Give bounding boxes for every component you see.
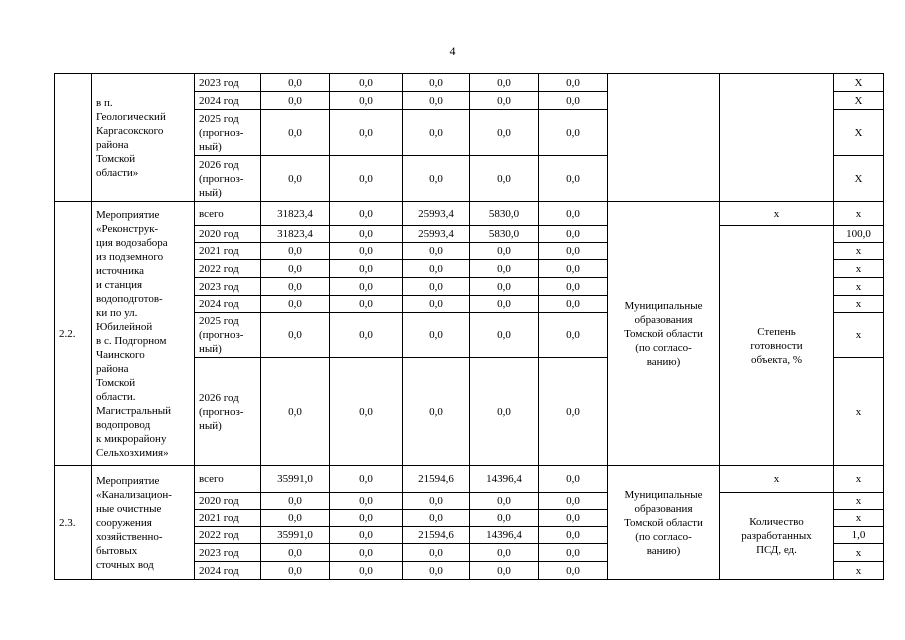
year-cell: 2020 год xyxy=(195,493,261,510)
federal-cell: 0,0 xyxy=(330,278,403,296)
regional-cell: 0,0 xyxy=(403,278,470,296)
indicator-value-cell: х xyxy=(834,296,884,313)
other-cell: 0,0 xyxy=(539,313,608,358)
local-cell: 0,0 xyxy=(470,243,539,260)
local-cell: 0,0 xyxy=(470,92,539,110)
federal-cell: 0,0 xyxy=(330,156,403,202)
year-cell: 2025 год (прогноз- ный) xyxy=(195,110,261,156)
indicator-name-cell: Количество разработанных ПСД, ед. xyxy=(720,493,834,580)
total-cell: 0,0 xyxy=(261,92,330,110)
indicator-value-cell: х xyxy=(834,466,884,493)
regional-cell: 0,0 xyxy=(403,358,470,466)
year-cell: 2023 год xyxy=(195,74,261,92)
federal-cell: 0,0 xyxy=(330,527,403,544)
federal-cell: 0,0 xyxy=(330,202,403,226)
table-row xyxy=(55,202,884,226)
item-name-cell: в п. Геологический Каргасокского района Томской области» xyxy=(92,74,195,202)
regional-cell: 21594,6 xyxy=(403,527,470,544)
other-cell: 0,0 xyxy=(539,110,608,156)
local-cell: 0,0 xyxy=(470,74,539,92)
local-cell: 0,0 xyxy=(470,278,539,296)
other-cell: 0,0 xyxy=(539,74,608,92)
year-cell: 2021 год xyxy=(195,510,261,527)
indicator-name-cell xyxy=(720,74,834,202)
local-cell: 5830,0 xyxy=(470,226,539,243)
federal-cell: 0,0 xyxy=(330,243,403,260)
regional-cell: 0,0 xyxy=(403,510,470,527)
other-cell: 0,0 xyxy=(539,493,608,510)
local-cell: 0,0 xyxy=(470,260,539,278)
local-cell: 14396,4 xyxy=(470,466,539,493)
indicator-value-cell: Х xyxy=(834,92,884,110)
total-cell: 35991,0 xyxy=(261,527,330,544)
local-cell: 0,0 xyxy=(470,296,539,313)
other-cell: 0,0 xyxy=(539,92,608,110)
regional-cell: 25993,4 xyxy=(403,202,470,226)
indicator-value-cell: Х xyxy=(834,74,884,92)
regional-cell: 0,0 xyxy=(403,110,470,156)
page-number: 4 xyxy=(449,44,456,58)
regional-cell: 0,0 xyxy=(403,260,470,278)
other-cell: 0,0 xyxy=(539,510,608,527)
federal-cell: 0,0 xyxy=(330,74,403,92)
table-row xyxy=(55,74,884,92)
indicator-value-cell: х xyxy=(834,358,884,466)
executor-cell: Муниципальные образования Томской области (по согласо- ванию) xyxy=(608,202,720,466)
local-cell: 0,0 xyxy=(470,358,539,466)
year-cell: 2025 год (прогноз- ный) xyxy=(195,313,261,358)
indicator-value-cell: Х xyxy=(834,110,884,156)
local-cell: 0,0 xyxy=(470,156,539,202)
other-cell: 0,0 xyxy=(539,156,608,202)
regional-cell: 0,0 xyxy=(403,156,470,202)
federal-cell: 0,0 xyxy=(330,466,403,493)
total-cell: 0,0 xyxy=(261,313,330,358)
regional-cell: 0,0 xyxy=(403,313,470,358)
indicator-value-cell: х xyxy=(834,493,884,510)
other-cell: 0,0 xyxy=(539,562,608,580)
indicator-value-cell: х xyxy=(834,278,884,296)
indicator-value-cell: х xyxy=(834,562,884,580)
indicator-value-cell: х xyxy=(834,260,884,278)
other-cell: 0,0 xyxy=(539,544,608,562)
year-cell: 2021 год xyxy=(195,243,261,260)
indicator-name-cell: Степень готовности объекта, % xyxy=(720,226,834,466)
total-cell: 0,0 xyxy=(261,74,330,92)
program-table xyxy=(54,73,884,580)
total-cell: 0,0 xyxy=(261,243,330,260)
regional-cell: 25993,4 xyxy=(403,226,470,243)
item-number-cell: 2.3. xyxy=(55,466,92,580)
other-cell: 0,0 xyxy=(539,527,608,544)
other-cell: 0,0 xyxy=(539,202,608,226)
total-cell: 0,0 xyxy=(261,493,330,510)
table-row xyxy=(55,466,884,493)
other-cell: 0,0 xyxy=(539,358,608,466)
year-cell: 2024 год xyxy=(195,562,261,580)
indicator-value-cell: х xyxy=(834,202,884,226)
total-cell: 0,0 xyxy=(261,296,330,313)
federal-cell: 0,0 xyxy=(330,296,403,313)
total-cell: 31823,4 xyxy=(261,226,330,243)
indicator-top-cell: х xyxy=(720,202,834,226)
local-cell: 0,0 xyxy=(470,313,539,358)
executor-cell xyxy=(608,74,720,202)
item-name-cell: Мероприятие «Канализацион- ные очистные сооружения хозяйственно- бытовых сточных вод xyxy=(92,466,195,580)
regional-cell: 0,0 xyxy=(403,243,470,260)
federal-cell: 0,0 xyxy=(330,493,403,510)
year-cell: 2022 год xyxy=(195,260,261,278)
other-cell: 0,0 xyxy=(539,243,608,260)
indicator-value-cell: 100,0 xyxy=(834,226,884,243)
other-cell: 0,0 xyxy=(539,260,608,278)
year-cell: 2022 год xyxy=(195,527,261,544)
total-cell: 0,0 xyxy=(261,358,330,466)
regional-cell: 0,0 xyxy=(403,562,470,580)
other-cell: 0,0 xyxy=(539,226,608,243)
regional-cell: 0,0 xyxy=(403,74,470,92)
regional-cell: 0,0 xyxy=(403,92,470,110)
indicator-value-cell: х xyxy=(834,313,884,358)
total-cell: 0,0 xyxy=(261,260,330,278)
year-cell: 2023 год xyxy=(195,544,261,562)
other-cell: 0,0 xyxy=(539,278,608,296)
federal-cell: 0,0 xyxy=(330,110,403,156)
local-cell: 5830,0 xyxy=(470,202,539,226)
total-cell: 31823,4 xyxy=(261,202,330,226)
federal-cell: 0,0 xyxy=(330,510,403,527)
indicator-value-cell: 1,0 xyxy=(834,527,884,544)
indicator-value-cell: х xyxy=(834,510,884,527)
total-cell: 0,0 xyxy=(261,562,330,580)
federal-cell: 0,0 xyxy=(330,358,403,466)
year-cell: 2020 год xyxy=(195,226,261,243)
item-number-cell xyxy=(55,74,92,202)
year-cell: всего xyxy=(195,202,261,226)
regional-cell: 0,0 xyxy=(403,493,470,510)
total-cell: 0,0 xyxy=(261,278,330,296)
federal-cell: 0,0 xyxy=(330,562,403,580)
indicator-top-cell: х xyxy=(720,466,834,493)
local-cell: 0,0 xyxy=(470,510,539,527)
federal-cell: 0,0 xyxy=(330,313,403,358)
other-cell: 0,0 xyxy=(539,466,608,493)
year-cell: 2024 год xyxy=(195,296,261,313)
local-cell: 0,0 xyxy=(470,110,539,156)
year-cell: 2023 год xyxy=(195,278,261,296)
item-number-cell: 2.2. xyxy=(55,202,92,466)
regional-cell: 21594,6 xyxy=(403,466,470,493)
indicator-value-cell: х xyxy=(834,243,884,260)
regional-cell: 0,0 xyxy=(403,296,470,313)
regional-cell: 0,0 xyxy=(403,544,470,562)
local-cell: 0,0 xyxy=(470,562,539,580)
federal-cell: 0,0 xyxy=(330,92,403,110)
other-cell: 0,0 xyxy=(539,296,608,313)
indicator-value-cell: х xyxy=(834,544,884,562)
federal-cell: 0,0 xyxy=(330,260,403,278)
year-cell: 2026 год (прогноз- ный) xyxy=(195,156,261,202)
total-cell: 0,0 xyxy=(261,110,330,156)
federal-cell: 0,0 xyxy=(330,226,403,243)
total-cell: 0,0 xyxy=(261,156,330,202)
federal-cell: 0,0 xyxy=(330,544,403,562)
total-cell: 35991,0 xyxy=(261,466,330,493)
indicator-value-cell: Х xyxy=(834,156,884,202)
local-cell: 0,0 xyxy=(470,493,539,510)
year-cell: 2024 год xyxy=(195,92,261,110)
total-cell: 0,0 xyxy=(261,510,330,527)
year-cell: всего xyxy=(195,466,261,493)
local-cell: 0,0 xyxy=(470,544,539,562)
local-cell: 14396,4 xyxy=(470,527,539,544)
executor-cell: Муниципальные образования Томской области (по согласо- ванию) xyxy=(608,466,720,580)
year-cell: 2026 год (прогноз- ный) xyxy=(195,358,261,466)
total-cell: 0,0 xyxy=(261,544,330,562)
item-name-cell: Мероприятие «Реконструк- ция водозабора из подземного источника и станция водоподготов- ки по ул. Юбилейной в с. Подгорном Чаинского района Томской области. Магистральный водопровод к микрорайону Сельхозхимия» xyxy=(92,202,195,466)
